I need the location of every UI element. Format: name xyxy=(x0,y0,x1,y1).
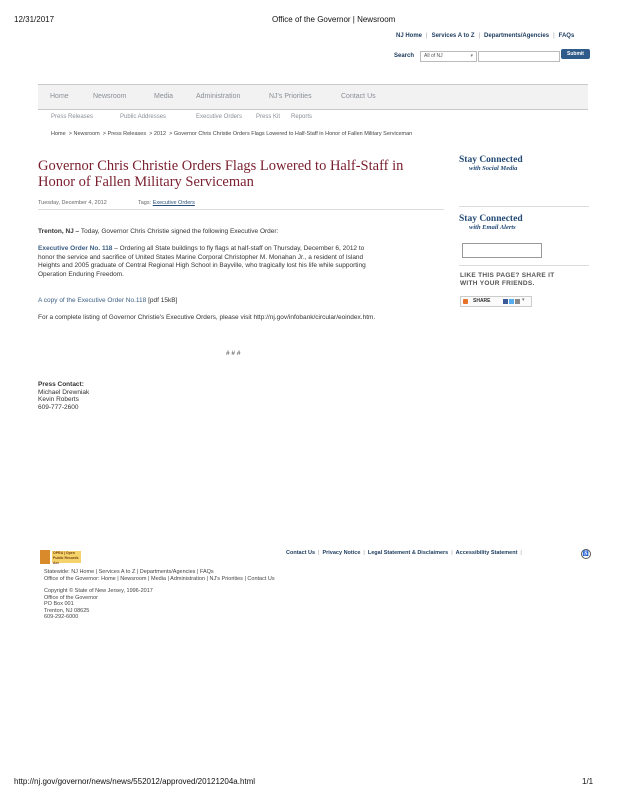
eo-line2: honor the service and sacrifice of United States Marine Corporal Christopher M. Monahan Jr., a resident of Island xyxy=(38,253,364,261)
nav-nj-priorities[interactable]: NJ's Priorities xyxy=(269,93,312,100)
article-date: Tuesday, December 4, 2012 xyxy=(38,200,107,206)
utility-departments[interactable]: Departments/Agencies xyxy=(484,33,550,39)
end-mark: # # # xyxy=(226,350,241,357)
search-input[interactable] xyxy=(478,51,560,62)
press-contact-label: Press Contact: xyxy=(38,381,84,388)
eo-pdf-link[interactable]: A copy of the Executive Order No.118 xyxy=(38,297,147,304)
eo-paragraph xyxy=(38,245,438,279)
address-pobox: PO Box 001 xyxy=(44,601,74,607)
opra-logo-mark xyxy=(40,550,50,564)
footer-accessibility[interactable]: Accessibility Statement xyxy=(455,550,518,556)
utility-services[interactable]: Services A to Z xyxy=(431,33,475,39)
utility-faqs[interactable]: FAQs xyxy=(558,33,575,39)
search-submit-button[interactable]: Submit xyxy=(561,49,590,59)
accessibility-icon[interactable]: ♿ xyxy=(582,551,590,557)
search-scope-value: All of NJ xyxy=(424,53,443,59)
eo-line4: Operation Enduring Freedom. xyxy=(38,270,124,278)
print-title: Office of the Governor | Newsroom xyxy=(272,15,396,24)
article-tags xyxy=(138,200,195,206)
facebook-icon[interactable] xyxy=(503,299,508,304)
tag-executive-orders[interactable]: Executive Orders xyxy=(152,200,195,206)
share-plus-icon xyxy=(463,299,468,304)
tags-label: Tags: xyxy=(138,200,152,206)
opra-logo[interactable] xyxy=(40,550,78,566)
address-city: Trenton, NJ 08625 xyxy=(44,607,90,614)
social-title: Stay Connected xyxy=(459,155,523,165)
subnav-press-releases[interactable]: Press Releases xyxy=(51,114,94,120)
subnav-reports[interactable]: Reports xyxy=(291,114,313,120)
opra-logo-text xyxy=(52,551,81,563)
subnav-press-kit[interactable]: Press Kit xyxy=(256,114,281,120)
footer-contact-us[interactable]: Contact Us xyxy=(286,550,316,556)
eo-line1: – Ordering all State buildings to fly flags at half-staff on Thursday, December 6, 2012 to xyxy=(112,245,365,252)
contact-name-2: Kevin Roberts xyxy=(38,396,79,403)
breadcrumb: Home > Newsroom > Press Releases > 2012 > Governor Chris Christie Orders Flags Lowered to Half-Staff in Honor of Fallen Military Serviceman xyxy=(51,131,413,137)
footer-legal[interactable]: Legal Statement & Disclaimers xyxy=(367,550,449,556)
intro-paragraph xyxy=(38,228,278,237)
chevron-down-icon: ▾ xyxy=(470,53,473,59)
sidebar-divider xyxy=(459,206,589,207)
subnav-executive-orders[interactable]: Executive Orders xyxy=(196,114,243,120)
nav-home[interactable]: Home xyxy=(50,93,69,100)
eo-label: Executive Order No. 118 xyxy=(38,245,113,252)
subnav-public-addresses[interactable]: Public Addresses xyxy=(120,114,167,120)
sidebar-divider-2 xyxy=(459,265,589,266)
email-title: Stay Connected xyxy=(459,214,523,224)
search-label: Search xyxy=(394,53,415,59)
email-subtitle: with Email Alerts xyxy=(469,224,516,231)
social-subtitle: with Social Media xyxy=(469,165,518,172)
intro-text: Today, Governor Chris Christie signed the following Executive Order: xyxy=(79,228,279,235)
print-page-number: 1/1 xyxy=(582,777,594,786)
footer-privacy[interactable]: Privacy Notice xyxy=(322,550,361,556)
contact-name-1: Michael Drewniak xyxy=(38,388,90,396)
address-office: Office of the Governor xyxy=(44,594,99,601)
nav-media[interactable]: Media xyxy=(154,93,174,100)
share-more-icon[interactable]: ▾ xyxy=(522,297,525,303)
page-title-line1: Governor Chris Christie Orders Flags Lowered to Half-Staff in xyxy=(38,158,404,174)
utility-nav: NJ Home | Services A to Z | Departments/Agencies | FAQs xyxy=(396,33,575,39)
copyright: Copyright © State of New Jersey, 1996-2017 xyxy=(44,588,153,594)
address-phone: 609-292-6000 xyxy=(44,614,79,620)
opra-line2: Public Records Act xyxy=(53,556,79,565)
nav-administration[interactable]: Administration xyxy=(196,93,241,100)
email-share-icon[interactable] xyxy=(515,299,520,304)
divider xyxy=(38,209,444,210)
pdf-size: [pdf 15kB] xyxy=(146,297,178,304)
footer-links: Contact Us | Privacy Notice | Legal Statement & Disclaimers | Accessibility Statement | xyxy=(286,550,522,556)
press-contact xyxy=(38,381,89,411)
copy-paragraph xyxy=(38,297,177,306)
statewide-links[interactable]: Statewide: NJ Home | Services A to Z | Departments/Agencies | FAQs xyxy=(44,569,214,575)
utility-nj-home[interactable]: NJ Home xyxy=(396,33,423,39)
nav-contact-us[interactable]: Contact Us xyxy=(341,93,376,100)
opra-line1: OPRA | Open xyxy=(53,551,75,555)
sub-nav xyxy=(0,114,618,124)
email-alerts-section xyxy=(459,214,523,231)
listing-text: For a complete listing of Governor Christie's Executive Orders, please visit xyxy=(38,314,254,321)
listing-paragraph xyxy=(38,314,375,323)
eo-index-link[interactable]: http://nj.gov/infobank/circular/eoindex.htm xyxy=(253,314,374,321)
dateline: Trenton, NJ – xyxy=(38,228,80,235)
footer-address xyxy=(44,588,153,621)
listing-period: . xyxy=(373,314,376,321)
like-line2: WITH YOUR FRIENDS. xyxy=(460,280,535,287)
print-date: 12/31/2017 xyxy=(14,15,55,24)
contact-phone: 609-777-2600 xyxy=(38,403,79,411)
like-share-text xyxy=(460,272,554,288)
nav-newsroom[interactable]: Newsroom xyxy=(93,93,127,100)
share-button[interactable] xyxy=(460,296,532,307)
social-media-section xyxy=(459,155,523,172)
eo-line3: Heights and 2005 graduate of Central Regional High School in Bayville, who tragically lost his life while supporting xyxy=(38,262,366,269)
footer-nav xyxy=(44,569,275,582)
email-input[interactable] xyxy=(462,243,542,258)
share-label: SHARE xyxy=(473,298,491,304)
page-title xyxy=(38,158,403,190)
twitter-icon[interactable] xyxy=(509,299,514,304)
like-line1: LIKE THIS PAGE? SHARE IT xyxy=(460,272,555,279)
main-nav xyxy=(38,84,588,110)
search-scope-select[interactable] xyxy=(420,51,477,62)
print-url: http://nj.gov/governor/news/news/552012/approved/20121204a.html xyxy=(14,777,256,786)
office-links[interactable]: Office of the Governor: Home | Newsroom | Media | Administration | NJ's Priorities | Contact Us xyxy=(44,575,275,582)
page-title-line2: Honor of Fallen Military Serviceman xyxy=(38,174,254,190)
